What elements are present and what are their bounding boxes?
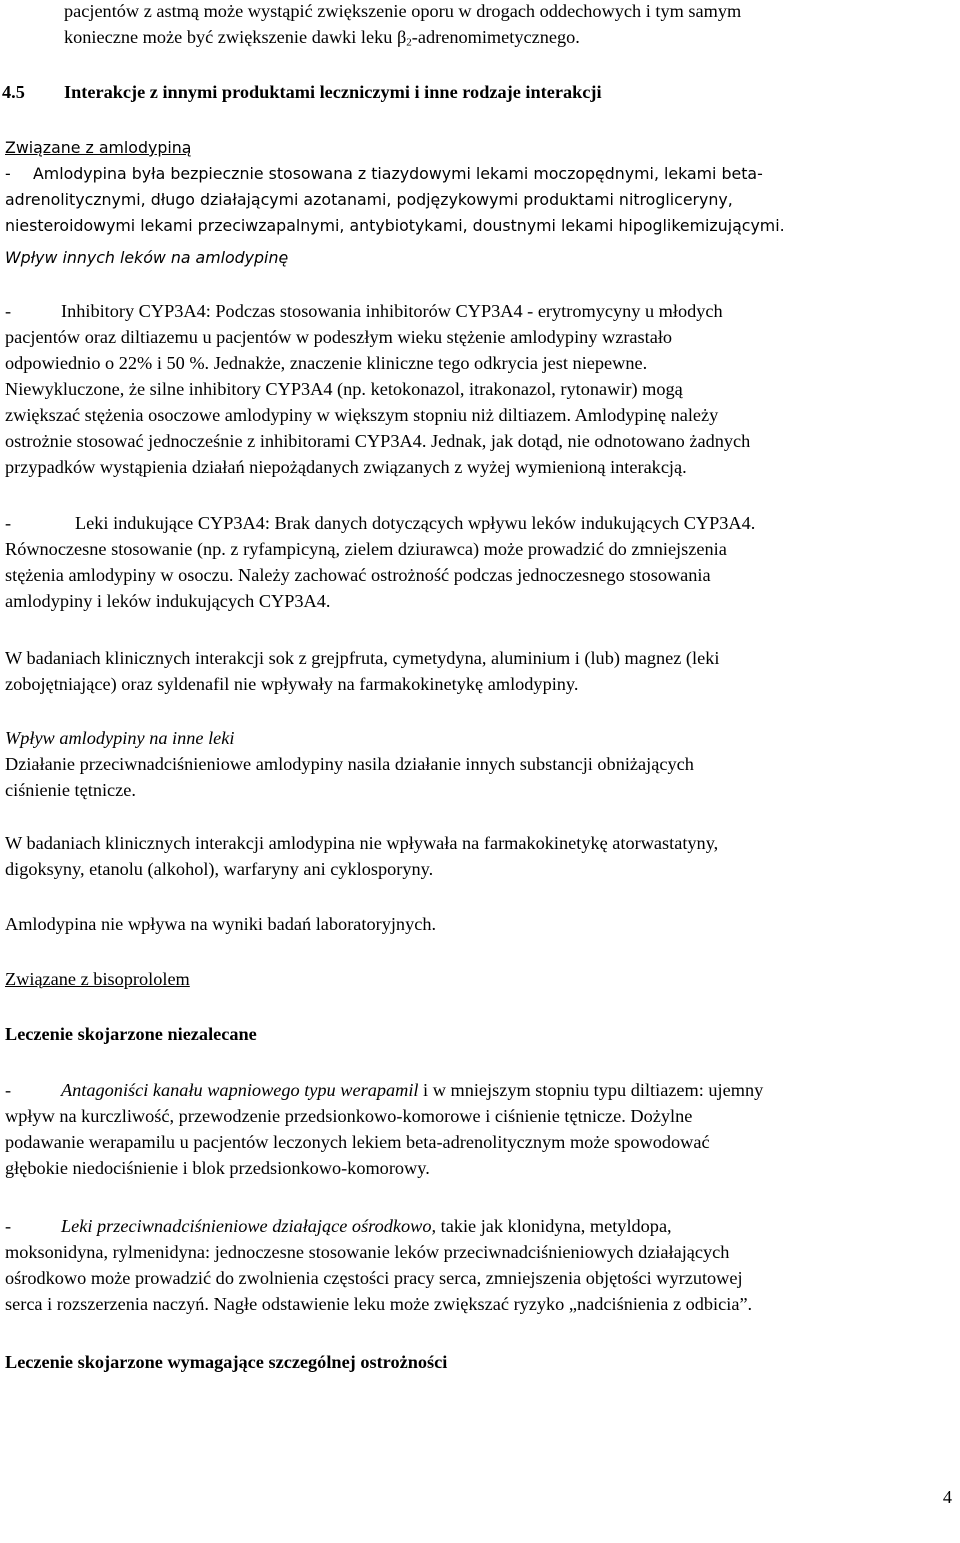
subscript: 2 <box>406 36 412 49</box>
paragraph-line: ciśnienie tętnicze. <box>5 780 136 800</box>
paragraph-line: stężenia amlodypiny w osoczu. Należy zachować ostrożność podczas jednoczesnego stosowania <box>5 565 711 585</box>
paragraph-line: niesteroidowymi lekami przeciwzapalnymi, antybiotykami, doustnymi lekami hipoglikemizującymi. <box>5 216 785 235</box>
list-dash: - <box>5 301 12 321</box>
list-dash: - <box>5 1080 12 1100</box>
nie-wplywala-paragraph <box>5 830 954 882</box>
paragraph-line <box>5 510 954 536</box>
paragraph-line-text: Amlodypina była bezpiecznie stosowana z tiazydowymi lekami moczopędnymi, lekami beta- <box>33 164 763 183</box>
paragraph-line <box>5 1213 954 1239</box>
intro-line-text: -adrenomimetycznego. <box>411 27 580 47</box>
amlodypina-intro <box>5 135 954 239</box>
paragraph-line-text: Inhibitory CYP3A4: Podczas stosowania inhibitorów CYP3A4 - erytromycyny u młodych <box>61 301 723 321</box>
paragraph-line: odpowiednio o 22% i 50 %. Jednakże, znaczenie kliniczne tego odkrycia jest niepewne. <box>5 353 648 373</box>
grejpfrut-paragraph <box>5 645 954 697</box>
page-number: 4 <box>942 1487 952 1507</box>
amlodypina-heading: Związane z amlodypiną <box>5 138 192 157</box>
intro-line: pacjentów z astmą może wystąpić zwiększenie oporu w drogach oddechowych i tym samym <box>64 1 742 21</box>
paragraph-line-italic: Leki przeciwnadciśnieniowe działające ośrodkowo, <box>61 1216 437 1236</box>
ostroznosc-heading <box>5 1349 954 1375</box>
paragraph-line <box>5 161 954 187</box>
subheading-text: Wpływ innych leków na amlodypinę <box>5 248 289 267</box>
niezalecane-heading <box>5 1021 954 1047</box>
paragraph-line: serca i rozszerzenia naczyń. Nagłe odstawienie leku może zwiększać ryzyko „nadciśnienia z odbicia”. <box>5 1294 753 1314</box>
paragraph-line: digoksyny, etanolu (alkohol), warfaryny ani cyklosporyny. <box>5 859 434 879</box>
intro-paragraph <box>64 0 954 50</box>
osrodkowe-paragraph <box>5 1213 954 1317</box>
paragraph-line: zobojętniające) oraz syldenafil nie wpływały na farmakokinetykę amlodypiny. <box>5 674 579 694</box>
paragraph-line: Amlodypina nie wpływa na wyniki badań laboratoryjnych. <box>5 914 437 934</box>
paragraph-line: moksonidyna, rylmenidyna: jednoczesne stosowanie leków przeciwnadciśnieniowych działających <box>5 1242 730 1262</box>
indukujace-paragraph <box>5 510 954 614</box>
paragraph-line: adrenolitycznymi, długo działającymi azotanami, podjęzykowymi produktami nitrogliceryny, <box>5 190 733 209</box>
paragraph-line-text: takie jak klonidyna, metyldopa, <box>436 1216 672 1236</box>
paragraph-line-text: Leki indukujące CYP3A4: Brak danych dotyczących wpływu leków indukujących CYP3A4. <box>75 513 756 533</box>
paragraph-line: pacjentów oraz diltiazemu u pacjentów w podeszłym wieku stężenie amlodypiny wzrastało <box>5 327 673 347</box>
list-dash: - <box>5 513 12 533</box>
subheading-text: Leczenie skojarzone wymagające szczególnej ostrożności <box>5 1352 448 1372</box>
paragraph-line-italic: Antagoniści kanału wapniowego typu werapamil <box>61 1080 419 1100</box>
laboratoryjne-paragraph <box>5 911 954 937</box>
paragraph-line: głębokie niedociśnienie i blok przedsionkowo-komorowy. <box>5 1158 430 1178</box>
paragraph-line: W badaniach klinicznych interakcji amlodypina nie wpływała na farmakokinetykę atorwastatyny, <box>5 833 719 853</box>
list-dash: - <box>5 164 11 183</box>
paragraph-line: W badaniach klinicznych interakcji sok z grejpfruta, cymetydyna, aluminium i (lub) magnez (leki <box>5 648 720 668</box>
paragraph-line: przypadków wystąpienia działań niepożądanych związanych z wyżej wymienioną interakcją. <box>5 457 687 477</box>
section-number: 4.5 <box>2 82 25 102</box>
paragraph-line: zwiększać stężenia osoczowe amlodypiny w większym stopniu niż diltiazem. Amlodypinę należy <box>5 405 719 425</box>
paragraph-line <box>5 298 954 324</box>
intro-line <box>64 24 954 50</box>
paragraph-line: Działanie przeciwnadciśnieniowe amlodypiny nasila działanie innych substancji obniżających <box>5 754 694 774</box>
nasila-paragraph <box>5 751 954 803</box>
subheading-text: Wpływ amlodypiny na inne leki <box>5 728 235 748</box>
paragraph-line-text: i w mniejszym stopniu typu diltiazem: ujemny <box>418 1080 764 1100</box>
list-dash: - <box>5 1216 12 1236</box>
wplyw-innych-heading <box>5 245 954 271</box>
paragraph-line: ostrożnie stosować jednocześnie z inhibitorami CYP3A4. Jednak, jak dotąd, nie odnotowano żadnych <box>5 431 751 451</box>
paragraph-line: amlodypiny i leków indukujących CYP3A4. <box>5 591 331 611</box>
section-title: Interakcje z innymi produktami leczniczymi i inne rodzaje interakcji <box>64 82 602 102</box>
paragraph-line: wpływ na kurczliwość, przewodzenie przedsionkowo-komorowe i ciśnienie tętnicze. Dożylne <box>5 1106 693 1126</box>
paragraph-line: Niewykluczone, że silne inhibitory CYP3A4 (np. ketokonazol, itrakonazol, rytonawir) mogą <box>5 379 683 399</box>
antagonisci-paragraph <box>5 1077 954 1181</box>
paragraph-line: Równoczesne stosowanie (np. z ryfampicyną, zielem dziurawca) może prowadzić do zmniejszenia <box>5 539 727 559</box>
paragraph-line: ośrodkowo może prowadzić do zwolnienia częstości pracy serca, zmniejszenia objętości wyrzutowej <box>5 1268 743 1288</box>
paragraph-line <box>5 1077 954 1103</box>
paragraph-line: podawanie werapamilu u pacjentów leczonych lekiem beta-adrenolitycznym może spowodować <box>5 1132 710 1152</box>
subheading-text: Związane z bisoprololem <box>5 969 190 989</box>
wplyw-na-heading <box>5 725 954 751</box>
subheading-text: Leczenie skojarzone niezalecane <box>5 1024 257 1044</box>
intro-line-text: konieczne może być zwiększenie dawki leku β <box>64 27 407 47</box>
inhibitory-paragraph <box>5 298 954 480</box>
bisoprolol-heading <box>5 966 954 992</box>
